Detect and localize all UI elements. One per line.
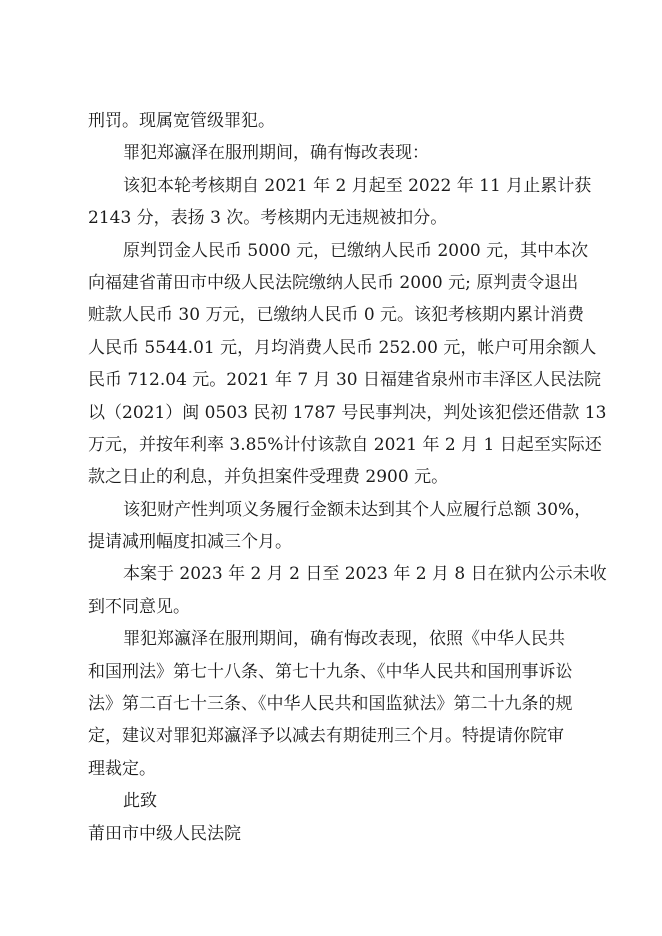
paragraph xyxy=(88,170,592,235)
paragraph xyxy=(88,785,584,817)
text-line: 该犯财产性判项义务履行金额未达到其个人应履行总额 30%， xyxy=(123,499,592,520)
text-line: 罪犯郑瀛泽在服刑期间，确有悔改表现： xyxy=(123,143,429,164)
text-line: 提请减刑幅度扣减三个月。 xyxy=(88,532,292,553)
text-line: 人民币 5544.01 元，月均消费人民币 252.00 元，帐户可用余额人 xyxy=(88,337,597,358)
text-line: 此致 xyxy=(123,791,157,812)
document-body xyxy=(88,105,607,850)
text-line: 2143 分，表扬 3 次。考核期内无违规被扣分。 xyxy=(88,208,448,229)
text-line: 本案于 2023 年 2 月 2 日至 2023 年 2 月 8 日在狱内公示未收 xyxy=(123,564,607,585)
text-line: 民币 712.04 元。2021 年 7 月 30 日福建省泉州市丰泽区人民法院 xyxy=(88,370,602,391)
text-line: 以（2021）闽 0503 民初 1787 号民事判决，判处该犯偿还借款 13 xyxy=(88,402,607,423)
text-line: 理裁定。 xyxy=(88,758,156,779)
text-line: 到不同意见。 xyxy=(88,596,190,617)
text-line: 万元，并按年利率 3.85%计付该款自 2021 年 2 月 1 日起至实际还 xyxy=(88,434,602,455)
paragraph xyxy=(88,235,607,494)
text-line: 原判罚金人民币 5000 元，已缴纳人民币 2000 元，其中本次 xyxy=(123,240,589,261)
text-line: 和国刑法》第七十八条、第七十九条、《中华人民共和国刑事诉讼 xyxy=(88,661,573,682)
text-line: 该犯本轮考核期自 2021 年 2 月起至 2022 年 11 月止累计获 xyxy=(123,175,592,196)
text-line: 法》第二百七十三条、《中华人民共和国监狱法》第二十九条的规 xyxy=(88,694,573,715)
text-line: 莆田市中级人民法院 xyxy=(88,823,241,844)
paragraph xyxy=(88,105,584,137)
text-line: 罪犯郑瀛泽在服刑期间，确有悔改表现，依照《中华人民共 xyxy=(123,629,565,650)
text-line: 刑罚。现属宽管级罪犯。 xyxy=(88,111,275,131)
paragraph xyxy=(88,494,592,559)
text-line: 定，建议对罪犯郑瀛泽予以减去有期徒刑三个月。特提请你院审 xyxy=(88,726,564,747)
document-page xyxy=(88,105,607,850)
text-line: 款之日止的利息，并负担案件受理费 2900 元。 xyxy=(88,467,449,488)
text-line: 向福建省莆田市中级人民法院缴纳人民币 2000 元; 原判责令退出 xyxy=(88,272,579,293)
text-line: 赃款人民币 30 万元，已缴纳人民币 0 元。该犯考核期内累计消费 xyxy=(88,305,585,326)
paragraph xyxy=(88,137,584,169)
paragraph xyxy=(88,623,584,785)
paragraph xyxy=(88,558,607,623)
paragraph xyxy=(88,818,584,850)
